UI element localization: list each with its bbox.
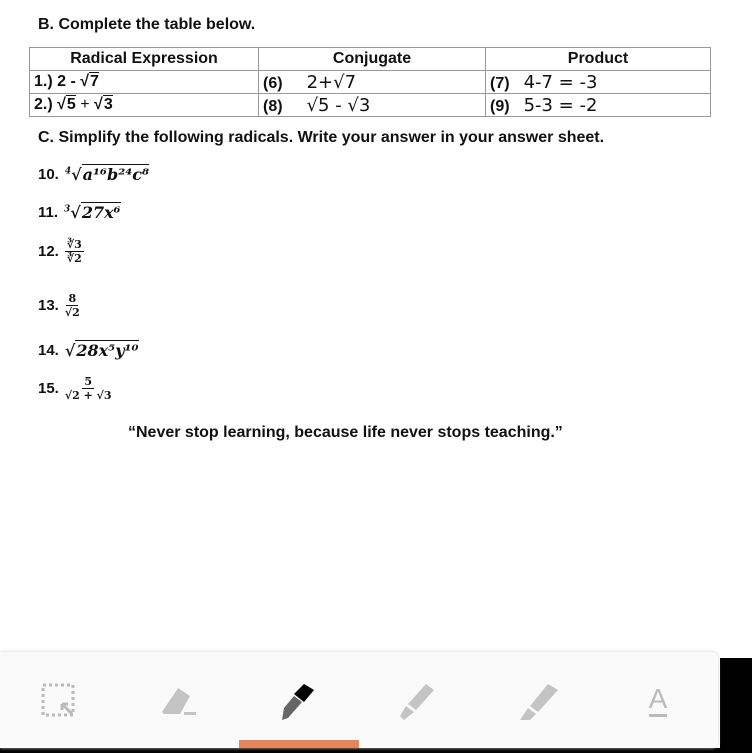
annotation-toolbar [0,652,718,748]
pen-tool[interactable] [278,680,318,720]
problem-10: 10. $^4$√a¹⁶b²⁴c⁸ [38,165,149,184]
answer-label: (9) [490,97,510,115]
problem-15 [38,375,112,402]
problem-number: 10. [38,166,59,183]
header-radical: Radical Expression [30,48,259,71]
numerator: 8 [68,292,77,305]
denominator: √2 + √3 [64,389,112,402]
numerator: 5 [84,375,93,388]
answer-label: (8) [263,97,283,115]
text-icon: A [649,684,668,717]
eraser-icon [158,680,198,720]
radicand: 7 [90,73,99,90]
answer-label: (6) [263,74,283,92]
denominator: √2 [64,306,80,319]
problem-13 [38,292,80,319]
lasso-select-icon [40,682,76,718]
handwritten-answer: 4-7 = -3 [523,71,598,93]
quote: “Never stop learning, because life never stops teaching.” [128,424,563,441]
eraser-tool[interactable] [158,680,198,720]
denominator: ∛2 [66,252,82,265]
pencil-tool[interactable] [398,680,438,720]
pencil-icon [398,680,438,720]
radicand: 5 [66,96,76,113]
expr-text: 1.) 2 - [34,73,81,90]
header-conjugate: Conjugate [259,48,486,71]
highlighter-tool[interactable] [518,680,558,720]
expr-text: 2.) [34,96,58,113]
handwritten-answer: 5-3 = -2 [523,94,598,116]
section-b-title: B. Complete the table below. [38,16,256,33]
highlighter-icon [518,680,558,720]
radicand: 3 [103,96,113,113]
problem-number: 12. [38,243,59,260]
problem-11: 11. $^3$√27x⁶ [38,203,121,222]
problem-number: 11. [38,204,59,221]
problem-12 [38,238,84,265]
problem-number: 15. [38,380,59,397]
problem-14: 14. √28x⁵y¹⁰ [38,341,139,360]
table-row: 1.) 2 - √7 (6) 2+√7 (7) 4-7 = -3 [30,71,711,94]
problem-number: 13. [38,297,59,314]
plus: + [75,96,95,113]
section-c-title: C. Simplify the following radicals. Write your answer in your answer sheet. [38,129,605,146]
pen-icon [278,680,318,720]
radicand: a¹⁶b²⁴c⁸ [82,165,149,184]
header-product: Product [486,48,711,71]
numerator: ∛3 [66,238,82,251]
selected-tool-indicator [239,740,359,748]
handwritten-answer: 2+√7 [306,71,357,93]
conjugate-table [29,47,711,117]
table-row: 2.) √5 + √3 (8) √5 - √3 (9) 5-3 = -2 [30,94,711,117]
handwritten-answer: √5 - √3 [306,94,371,116]
root-index: 3 [64,204,71,215]
radicand: 28x⁵y¹⁰ [76,341,139,360]
answer-label: (7) [490,74,510,92]
root-index: 4 [64,166,72,177]
lasso-select-tool[interactable] [38,680,78,720]
text-tool[interactable] [638,680,678,720]
problem-number: 14. [38,342,59,359]
radicand: 27x⁶ [81,203,121,222]
